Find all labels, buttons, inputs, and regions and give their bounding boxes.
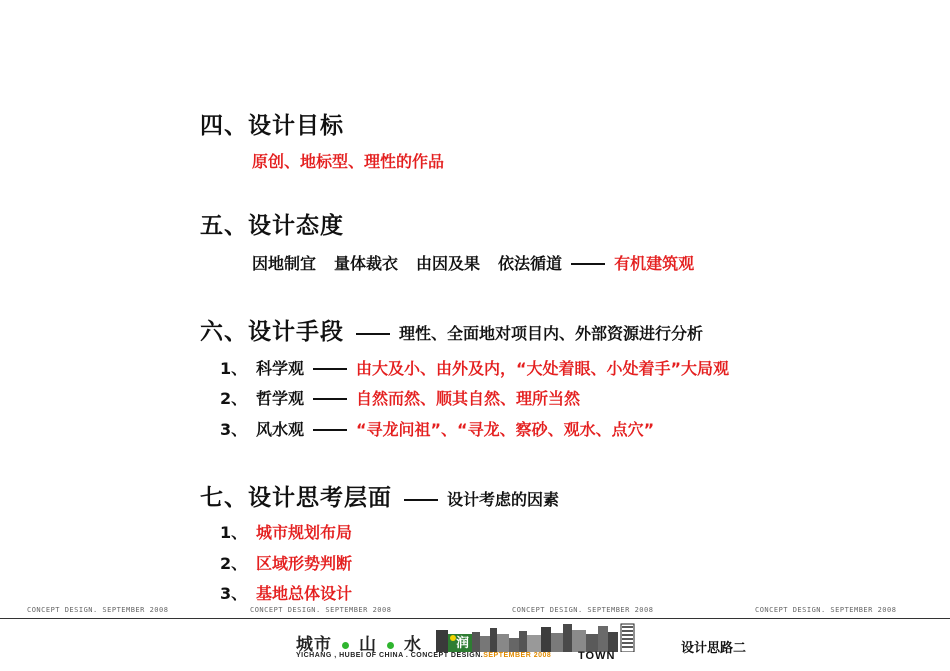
item-number: 2、 <box>220 554 248 573</box>
footer-location: YICHANG , HUBEI OF CHINA . CONCEPT DESIGN. <box>296 652 484 659</box>
item-number: 1、 <box>220 523 248 542</box>
item-text: 区域形势判断 <box>256 554 353 573</box>
item-text: 城市规划布局 <box>256 523 353 542</box>
list-item <box>220 417 654 440</box>
brand-word: 润 <box>456 636 470 651</box>
section-4-line: 原创、地标型、理性的作品 <box>252 152 445 171</box>
dash-line <box>313 429 347 431</box>
list-item <box>220 386 580 409</box>
city-skyline-logo <box>436 622 636 652</box>
item-number: 3、 <box>220 420 248 439</box>
dash-line <box>571 263 605 265</box>
list-item <box>220 520 352 543</box>
section-7-note: 设计考虑的因素 <box>447 490 560 509</box>
list-item <box>220 551 352 574</box>
green-dot-icon <box>387 642 394 649</box>
list-item <box>220 356 729 379</box>
section-6-note: 理性、全面地对项目内、外部资源进行分析 <box>399 324 704 343</box>
section-4-title: 四、设计目标 <box>200 113 344 139</box>
attitude-item: 量体裁衣 <box>334 254 399 273</box>
item-label: 风水观 <box>256 420 305 439</box>
dash-line <box>313 398 347 400</box>
section-6-title: 六、设计手段 <box>200 319 344 345</box>
list-item <box>220 581 352 604</box>
item-text: 基地总体设计 <box>256 584 353 603</box>
dash-line <box>404 499 438 501</box>
footer-date: SEPTEMBER 2008 <box>483 652 552 659</box>
dash-line <box>356 333 390 335</box>
dash-line <box>313 368 347 370</box>
section-7-title: 七、设计思考层面 <box>200 485 392 511</box>
attitude-item: 依法循道 <box>498 254 563 273</box>
attitude-item: 由因及果 <box>416 254 481 273</box>
item-text: “寻龙问祖”、“寻龙、察砂、观水、点穴” <box>356 420 655 439</box>
section-5-title: 五、设计态度 <box>200 213 344 239</box>
attitude-item: 因地制宜 <box>252 254 317 273</box>
footer-caption: CONCEPT DESIGN. SEPTEMBER 2008 <box>512 606 654 614</box>
section-6-header <box>200 313 703 346</box>
section-5-line <box>252 251 694 274</box>
attitude-conclusion: 有机建筑观 <box>614 254 695 273</box>
item-text: 自然而然、顺其自然、理所当然 <box>356 389 581 408</box>
item-text: 由大及小、由外及内，“大处着眼、小处着手”大局观 <box>356 359 730 378</box>
item-label: 哲学观 <box>256 389 305 408</box>
section-7-header <box>200 479 559 512</box>
footer-caption: CONCEPT DESIGN. SEPTEMBER 2008 <box>27 606 169 614</box>
item-number: 1、 <box>220 359 248 378</box>
brand-word: 城市 <box>296 635 332 655</box>
item-number: 2、 <box>220 389 248 408</box>
item-label: 科学观 <box>256 359 305 378</box>
footer-divider <box>0 618 950 619</box>
footer-caption: CONCEPT DESIGN. SEPTEMBER 2008 <box>250 606 392 614</box>
brand-word: 水 <box>404 635 422 655</box>
footer-caption: CONCEPT DESIGN. SEPTEMBER 2008 <box>755 606 897 614</box>
footer-town: TOWN <box>578 650 616 662</box>
green-dot-icon <box>342 642 349 649</box>
item-number: 3、 <box>220 584 248 603</box>
brand-word: 山 <box>359 635 377 655</box>
page-label: 设计思路二 <box>681 641 747 656</box>
footer-subtitle <box>296 652 551 659</box>
